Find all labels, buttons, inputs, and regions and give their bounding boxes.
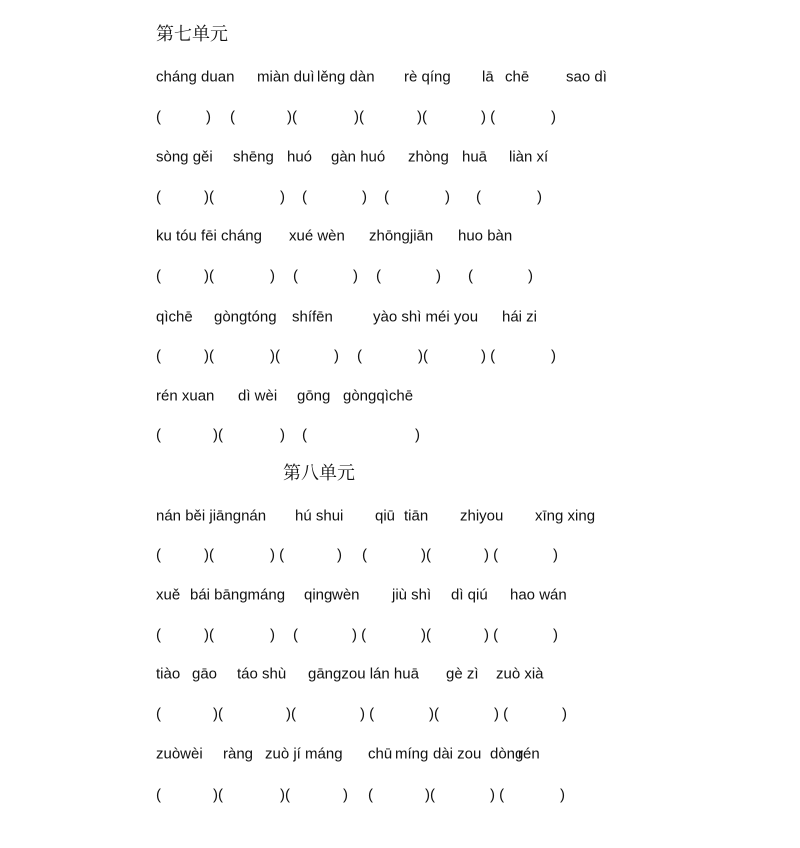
pinyin-word: zuòwèi — [156, 745, 203, 763]
bracket[interactable]: )( — [204, 546, 214, 564]
bracket[interactable]: ( — [302, 188, 307, 206]
pinyin-word: chū — [368, 745, 393, 763]
bracket[interactable]: ) — [270, 626, 275, 644]
bracket[interactable]: ( — [156, 426, 161, 444]
bracket[interactable]: )( — [204, 188, 214, 206]
pinyin-word: sòng gěi — [156, 148, 213, 166]
pinyin-word: xué wèn — [289, 227, 345, 245]
pinyin-word: dì wèi — [238, 387, 278, 405]
bracket[interactable]: ( — [156, 626, 161, 644]
pinyin-word: ràng — [223, 745, 254, 763]
bracket[interactable]: ) — [553, 546, 558, 564]
pinyin-word: rè qíng — [404, 68, 451, 86]
bracket[interactable]: ( — [156, 546, 161, 564]
pinyin-word: dài zou — [433, 745, 482, 763]
bracket[interactable]: ( — [156, 108, 161, 126]
bracket[interactable]: ( — [293, 626, 298, 644]
pinyin-word: huo bàn — [458, 227, 513, 245]
pinyin-word: gōng — [297, 387, 331, 405]
bracket[interactable]: )( — [204, 626, 214, 644]
bracket[interactable]: ( — [156, 786, 161, 804]
bracket[interactable]: )( — [354, 108, 364, 126]
pinyin-word: hú shui — [295, 507, 344, 525]
bracket[interactable]: ) — [353, 267, 358, 285]
bracket[interactable]: )( — [286, 705, 296, 723]
bracket[interactable]: ) ( — [484, 546, 499, 564]
pinyin-word: xīng xing — [535, 507, 596, 525]
bracket[interactable]: ( — [384, 188, 389, 206]
bracket[interactable]: ) — [553, 626, 558, 644]
section-title: 第八单元 — [283, 463, 355, 484]
bracket[interactable]: ) — [334, 347, 339, 365]
pinyin-word: gāngzou lán huā — [308, 665, 419, 683]
pinyin-word: jiù shì — [392, 586, 432, 604]
bracket[interactable]: )( — [417, 108, 427, 126]
pinyin-word: gàn huó — [331, 148, 386, 166]
pinyin-word: ku tóu fēi cháng — [156, 227, 262, 245]
bracket[interactable]: ( — [156, 705, 161, 723]
bracket[interactable]: ) — [270, 267, 275, 285]
pinyin-word: tiān — [404, 507, 429, 525]
section-title: 第七单元 — [156, 24, 228, 45]
pinyin-word: chē — [505, 68, 530, 86]
bracket[interactable]: ( — [156, 267, 161, 285]
bracket[interactable]: ( — [368, 786, 373, 804]
bracket[interactable]: ) — [445, 188, 450, 206]
bracket[interactable]: )( — [213, 786, 223, 804]
pinyin-word: qìchē — [156, 308, 193, 326]
bracket[interactable]: ( — [357, 347, 362, 365]
pinyin-word: lěng dàn — [317, 68, 375, 86]
bracket[interactable]: ( — [476, 188, 481, 206]
bracket[interactable]: ( — [468, 267, 473, 285]
pinyin-word: zuò jí máng — [265, 745, 343, 763]
bracket[interactable]: )( — [421, 546, 431, 564]
pinyin-word: shēng — [233, 148, 274, 166]
pinyin-word: huā — [462, 148, 488, 166]
bracket[interactable]: ( — [156, 188, 161, 206]
bracket[interactable]: ) ( — [270, 546, 285, 564]
bracket[interactable]: )( — [213, 705, 223, 723]
bracket[interactable]: ) — [343, 786, 348, 804]
bracket[interactable]: )( — [213, 426, 223, 444]
bracket[interactable]: ) ( — [481, 108, 496, 126]
bracket[interactable]: ) — [280, 188, 285, 206]
bracket[interactable]: ) — [537, 188, 542, 206]
pinyin-word: cháng duan — [156, 68, 235, 86]
pinyin-word: miàn duì — [257, 68, 315, 86]
bracket[interactable]: ) — [436, 267, 441, 285]
bracket[interactable]: )( — [204, 347, 214, 365]
bracket[interactable]: ( — [362, 546, 367, 564]
bracket[interactable]: ) — [337, 546, 342, 564]
bracket[interactable]: ) — [415, 426, 420, 444]
bracket[interactable]: )( — [270, 347, 280, 365]
bracket[interactable]: ) — [551, 347, 556, 365]
bracket[interactable]: ) — [528, 267, 533, 285]
bracket[interactable]: ( — [293, 267, 298, 285]
pinyin-word: táo shù — [237, 665, 287, 683]
bracket[interactable]: ( — [376, 267, 381, 285]
bracket[interactable]: ) ( — [484, 626, 499, 644]
pinyin-word: sao dì — [566, 68, 607, 86]
pinyin-word: gè zì — [446, 665, 479, 683]
pinyin-word: gòngqìchē — [343, 387, 414, 405]
pinyin-word: hái zi — [502, 308, 538, 326]
pinyin-word: míng — [395, 745, 429, 763]
bracket[interactable]: )( — [429, 705, 439, 723]
pinyin-word: zhōngjiān — [369, 227, 434, 245]
pinyin-word: xuě — [156, 586, 181, 604]
pinyin-word: liàn xí — [509, 148, 549, 166]
bracket[interactable]: ) — [206, 108, 211, 126]
pinyin-word: dòng — [490, 745, 524, 763]
bracket[interactable]: ( — [156, 347, 161, 365]
pinyin-word: lā — [482, 68, 494, 86]
bracket[interactable]: ) ( — [352, 626, 367, 644]
pinyin-word: qiū — [375, 507, 396, 525]
pinyin-word: bái bāngmáng — [190, 586, 286, 604]
pinyin-word: gāo — [192, 665, 218, 683]
bracket[interactable]: )( — [425, 786, 435, 804]
bracket[interactable]: ( — [302, 426, 307, 444]
pinyin-word: dì qiú — [451, 586, 488, 604]
pinyin-word: tiào — [156, 665, 181, 683]
bracket[interactable]: )( — [287, 108, 297, 126]
bracket[interactable]: )( — [204, 267, 214, 285]
pinyin-word: rén xuan — [156, 387, 215, 405]
pinyin-word: hao wán — [510, 586, 567, 604]
bracket[interactable]: ) — [560, 786, 565, 804]
bracket[interactable]: ) ( — [490, 786, 505, 804]
bracket[interactable]: ) ( — [360, 705, 375, 723]
pinyin-word: zhiyou — [460, 507, 504, 525]
bracket[interactable]: ) — [551, 108, 556, 126]
bracket[interactable]: ) — [562, 705, 567, 723]
bracket[interactable]: ) — [280, 426, 285, 444]
pinyin-word: yào shì méi you — [373, 308, 479, 326]
bracket[interactable]: ) ( — [481, 347, 496, 365]
pinyin-word: rén — [518, 745, 540, 763]
pinyin-word: zuò xià — [496, 665, 544, 683]
bracket[interactable]: ) ( — [494, 705, 509, 723]
pinyin-word: huó — [287, 148, 313, 166]
pinyin-word: shífēn — [292, 308, 333, 326]
bracket[interactable]: ) — [362, 188, 367, 206]
bracket[interactable]: )( — [418, 347, 428, 365]
pinyin-word: gòngtóng — [214, 308, 277, 326]
pinyin-word: wèn — [332, 586, 360, 604]
pinyin-word: qing — [304, 586, 333, 604]
bracket[interactable]: )( — [421, 626, 431, 644]
bracket[interactable]: )( — [280, 786, 290, 804]
bracket[interactable]: ( — [230, 108, 235, 126]
pinyin-word: zhòng — [408, 148, 449, 166]
pinyin-word: nán běi jiāngnán — [156, 507, 267, 525]
